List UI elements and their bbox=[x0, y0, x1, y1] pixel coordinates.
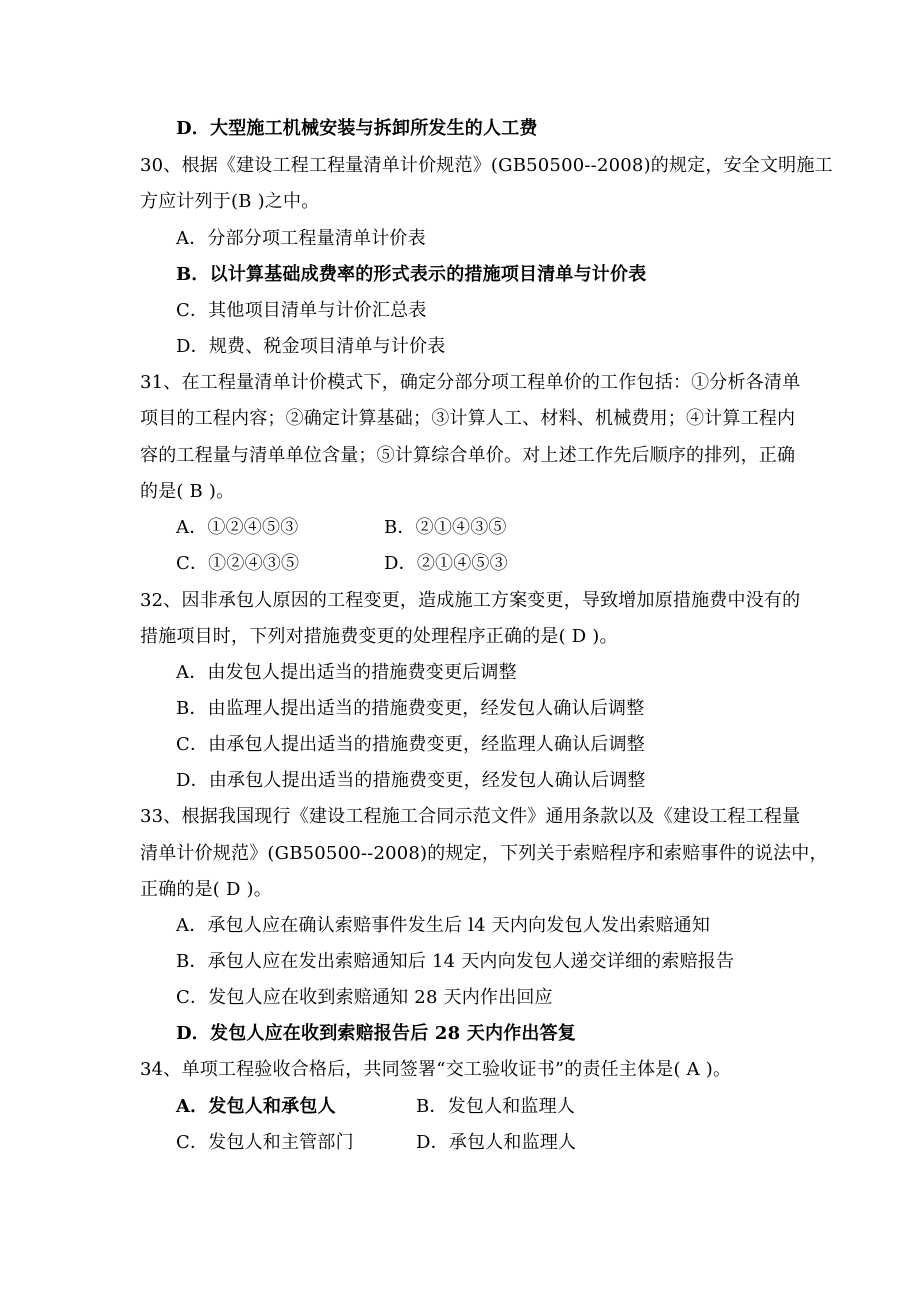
q31-option-a: A．①②④⑤③ bbox=[176, 517, 299, 538]
q31-options-row-2 bbox=[176, 553, 796, 575]
q33-option-c: C．发包人应在收到索赔通知 28 天内作出回应 bbox=[176, 987, 553, 1008]
q31-options-row-1 bbox=[176, 517, 796, 539]
q30-stem-line-1: 30、根据《建设工程工程量清单计价规范》(GB50500--2008)的规定，安全文明施工 bbox=[140, 155, 833, 176]
q29-option-d: D．大型施工机械安装与拆卸所发生的人工费 bbox=[176, 118, 538, 139]
q31-stem-line-3: 容的工程量与清单单位含量；⑤计算综合单价。对上述工作先后顺序的排列，正确 bbox=[140, 445, 796, 466]
q33-stem-line-2: 清单计价规范》(GB50500--2008)的规定，下列关于索赔程序和索赔事件的说法中， bbox=[140, 843, 828, 864]
q33-option-d: D．发包人应在收到索赔报告后 28 天内作出答复 bbox=[176, 1023, 576, 1044]
q34-stem-line-1: 34、单项工程验收合格后，共同签署“交工验收证书”的责任主体是( A )。 bbox=[140, 1059, 732, 1080]
q31-option-c: C．①②④③⑤ bbox=[176, 553, 300, 574]
q31-stem-line-1: 31、在工程量清单计价模式下，确定分部分项工程单价的工作包括：①分析各清单 bbox=[140, 372, 801, 393]
q34-option-b: B．发包人和监理人 bbox=[416, 1096, 576, 1117]
q32-option-b: B．由监理人提出适当的措施费变更，经发包人确认后调整 bbox=[176, 698, 645, 719]
q34-option-a: A．发包人和承包人 bbox=[176, 1096, 336, 1117]
q30-option-c: C．其他项目清单与计价汇总表 bbox=[176, 300, 427, 321]
q30-option-a: A．分部分项工程量清单计价表 bbox=[176, 228, 426, 249]
q33-option-a: A．承包人应在确认索赔事件发生后 l4 天内向发包人发出索赔通知 bbox=[176, 915, 711, 936]
q32-option-a: A．由发包人提出适当的措施费变更后调整 bbox=[176, 662, 517, 683]
q34-option-c: C．发包人和主管部门 bbox=[176, 1132, 354, 1153]
q32-stem-line-2: 措施项目时，下列对措施费变更的处理程序正确的是( D )。 bbox=[140, 626, 618, 647]
q31-stem-line-4: 的是( B )。 bbox=[140, 481, 235, 502]
q33-stem-line-3: 正确的是( D )。 bbox=[140, 879, 272, 900]
q31-stem-line-2: 项目的工程内容；②确定计算基础；③计算人工、材料、机械费用；④计算工程内 bbox=[140, 408, 796, 429]
q30-option-d: D．规费、税金项目清单与计价表 bbox=[176, 336, 446, 357]
q30-stem-line-2: 方应计列于(B )之中。 bbox=[140, 191, 320, 212]
q34-options-row-2 bbox=[176, 1132, 796, 1154]
q31-option-b: B．②①④③⑤ bbox=[384, 517, 507, 538]
q31-option-d: D．②①④⑤③ bbox=[384, 553, 508, 574]
q30-option-b: B．以计算基础成费率的形式表示的措施项目清单与计价表 bbox=[176, 264, 647, 285]
q32-option-c: C．由承包人提出适当的措施费变更，经监理人确认后调整 bbox=[176, 734, 645, 755]
q33-stem-line-1: 33、根据我国现行《建设工程施工合同示范文件》通用条款以及《建设工程工程量 bbox=[140, 806, 801, 827]
q32-stem-line-1: 32、因非承包人原因的工程变更，造成施工方案变更，导致增加原措施费中没有的 bbox=[140, 590, 801, 611]
q32-option-d: D．由承包人提出适当的措施费变更，经发包人确认后调整 bbox=[176, 770, 646, 791]
q33-option-b: B．承包人应在发出索赔通知后 14 天内向发包人递交详细的索赔报告 bbox=[176, 951, 735, 972]
q34-option-d: D．承包人和监理人 bbox=[416, 1132, 577, 1153]
q34-options-row-1 bbox=[176, 1096, 796, 1118]
